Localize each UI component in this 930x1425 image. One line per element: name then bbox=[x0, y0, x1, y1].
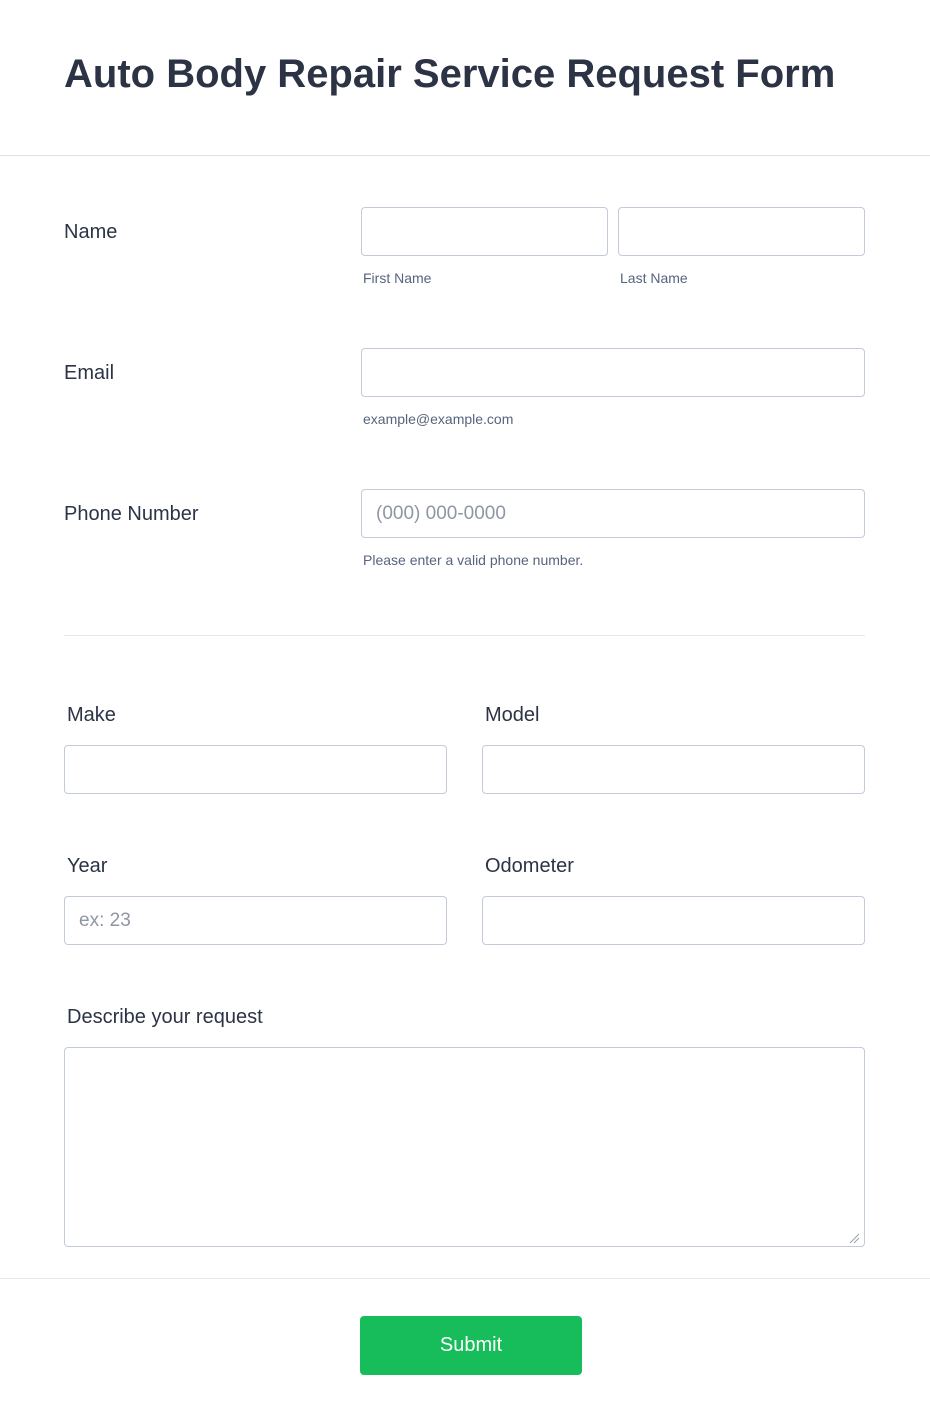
odometer-input[interactable] bbox=[482, 896, 865, 945]
make-label: Make bbox=[67, 704, 116, 726]
request-textarea[interactable] bbox=[64, 1047, 865, 1247]
email-input[interactable] bbox=[361, 348, 865, 397]
name-label: Name bbox=[64, 221, 118, 243]
resize-grip-icon[interactable] bbox=[848, 1232, 860, 1244]
phone-sublabel: Please enter a valid phone number. bbox=[363, 552, 584, 568]
last-name-input[interactable] bbox=[618, 207, 865, 256]
phone-label: Phone Number bbox=[64, 503, 199, 525]
odometer-label: Odometer bbox=[485, 855, 574, 877]
email-label: Email bbox=[64, 362, 115, 384]
form-header bbox=[0, 0, 930, 156]
first-name-input[interactable] bbox=[361, 207, 608, 256]
form-title: Auto Body Repair Service Request Form bbox=[64, 52, 836, 96]
first-name-sublabel: First Name bbox=[363, 270, 432, 286]
footer-divider bbox=[0, 1278, 930, 1279]
year-input[interactable] bbox=[64, 896, 447, 945]
section-divider bbox=[64, 635, 865, 636]
last-name-sublabel: Last Name bbox=[620, 270, 688, 286]
request-label: Describe your request bbox=[67, 1006, 263, 1028]
make-input[interactable] bbox=[64, 745, 447, 794]
year-label: Year bbox=[67, 855, 108, 877]
email-sublabel: example@example.com bbox=[363, 411, 514, 427]
model-input[interactable] bbox=[482, 745, 865, 794]
submit-button[interactable]: Submit bbox=[360, 1316, 582, 1375]
model-label: Model bbox=[485, 704, 540, 726]
phone-input[interactable] bbox=[361, 489, 865, 538]
